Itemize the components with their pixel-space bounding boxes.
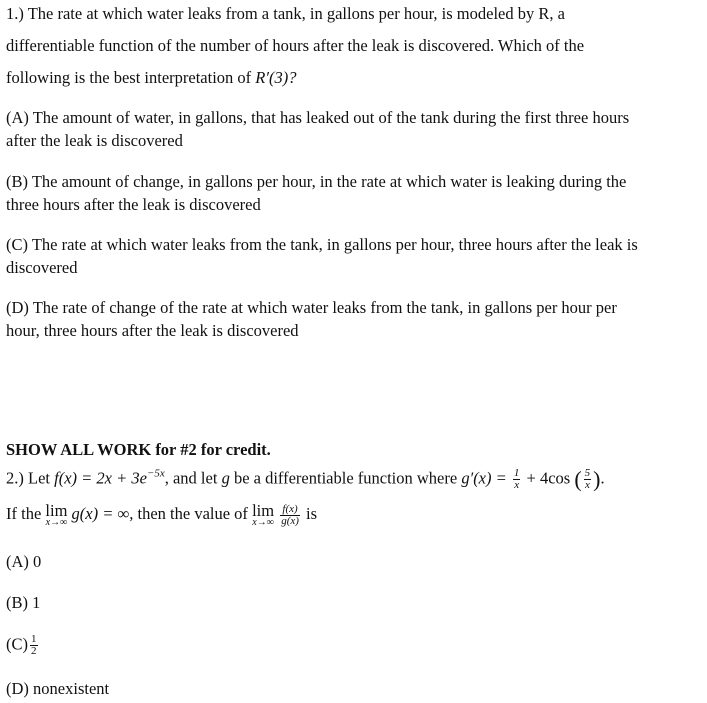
q1-line-3 [6, 68, 296, 88]
q2-g-prime: g′(x) = [461, 468, 507, 488]
q2-text-let: 2.) Let [6, 468, 50, 488]
q1-choice-a-line-1: (A) The amount of water, in gallons, that has leaked out of the tank during the first three hours [6, 108, 630, 127]
frac2-denominator: x [584, 479, 590, 491]
q2-line-1 [6, 468, 605, 491]
lim-1-subscript: x→∞ [45, 517, 68, 528]
q2-choice-a: (A) 0 [6, 552, 42, 571]
q1-choice-c-line-1: (C) The rate at which water leaks from the tank, in gallons per hour, three hours after the leak is [6, 235, 638, 254]
q1-choice-d-line-1: (D) The rate of change of the rate at which water leaks from the tank, in gallons per hour per [6, 298, 617, 317]
close-paren: ) [593, 466, 601, 492]
q2-fraction-f-over-g [280, 504, 300, 527]
q2-header: SHOW ALL WORK for #2 for credit. [6, 440, 271, 459]
q2-exponent: −5x [146, 467, 165, 480]
q1-choice-b-line-1: (B) The amount of change, in gallons per hour, in the rate at which water is leaking during the [6, 172, 627, 191]
q2-choice-c-fraction [30, 634, 38, 657]
q2-period: . [600, 468, 605, 488]
q1-choice-a-line-2: after the leak is discovered [6, 131, 183, 150]
q1-choice-c-line-2: discovered [6, 258, 78, 277]
q2-limit-1 [45, 501, 68, 528]
q2-fx: f(x) = 2x + 3e [54, 468, 147, 488]
frac2-numerator: 5 [584, 467, 591, 479]
q1-choice-d-line-2: hour, three hours after the leak is discovered [6, 321, 299, 340]
q1-line-3-text: following is the best interpretation of [6, 68, 252, 87]
q2-fraction-1-over-x [513, 468, 521, 491]
q1-choice-b-line-2: three hours after the leak is discovered [6, 195, 261, 214]
open-paren: ( [574, 466, 582, 492]
frac3-numerator: f(x) [280, 504, 300, 516]
choice-c-numerator: 1 [31, 633, 37, 645]
q2-gx-infinity: g(x) = ∞, [71, 504, 134, 523]
lim-2-subscript: x→∞ [252, 517, 274, 528]
q2-text-and-let: , and let [164, 468, 218, 488]
q2-g: g [221, 468, 230, 488]
q2-fraction-5-over-x [584, 468, 592, 491]
lim-2-label: lim [252, 501, 275, 520]
q2-limit-2 [252, 501, 275, 528]
lim-1-label: lim [45, 501, 68, 520]
q2-text-if-the: If the [6, 504, 42, 523]
q2-text-then: then the value of [137, 504, 248, 523]
q2-text-is: is [306, 504, 318, 523]
q2-line-2 [6, 501, 318, 528]
frac3-denominator: g(x) [281, 515, 299, 527]
q1-expression: R′(3)? [255, 68, 297, 87]
q2-choice-b: (B) 1 [6, 593, 41, 612]
q1-line-1: 1.) The rate at which water leaks from a tank, in gallons per hour, is modeled by R, a [6, 4, 565, 23]
q2-choice-c-label: (C) [6, 634, 28, 654]
frac1-denominator: x [514, 479, 520, 491]
q1-line-2: differentiable function of the number of hours after the leak is discovered. Which of the [6, 36, 585, 55]
q2-cos: + 4cos [526, 468, 571, 488]
frac1-numerator: 1 [513, 467, 520, 479]
q2-choice-d: (D) nonexistent [6, 679, 110, 698]
q2-choice-c [6, 634, 40, 657]
choice-c-denominator: 2 [31, 645, 37, 657]
q2-text-differentiable: be a differentiable function where [233, 468, 458, 488]
